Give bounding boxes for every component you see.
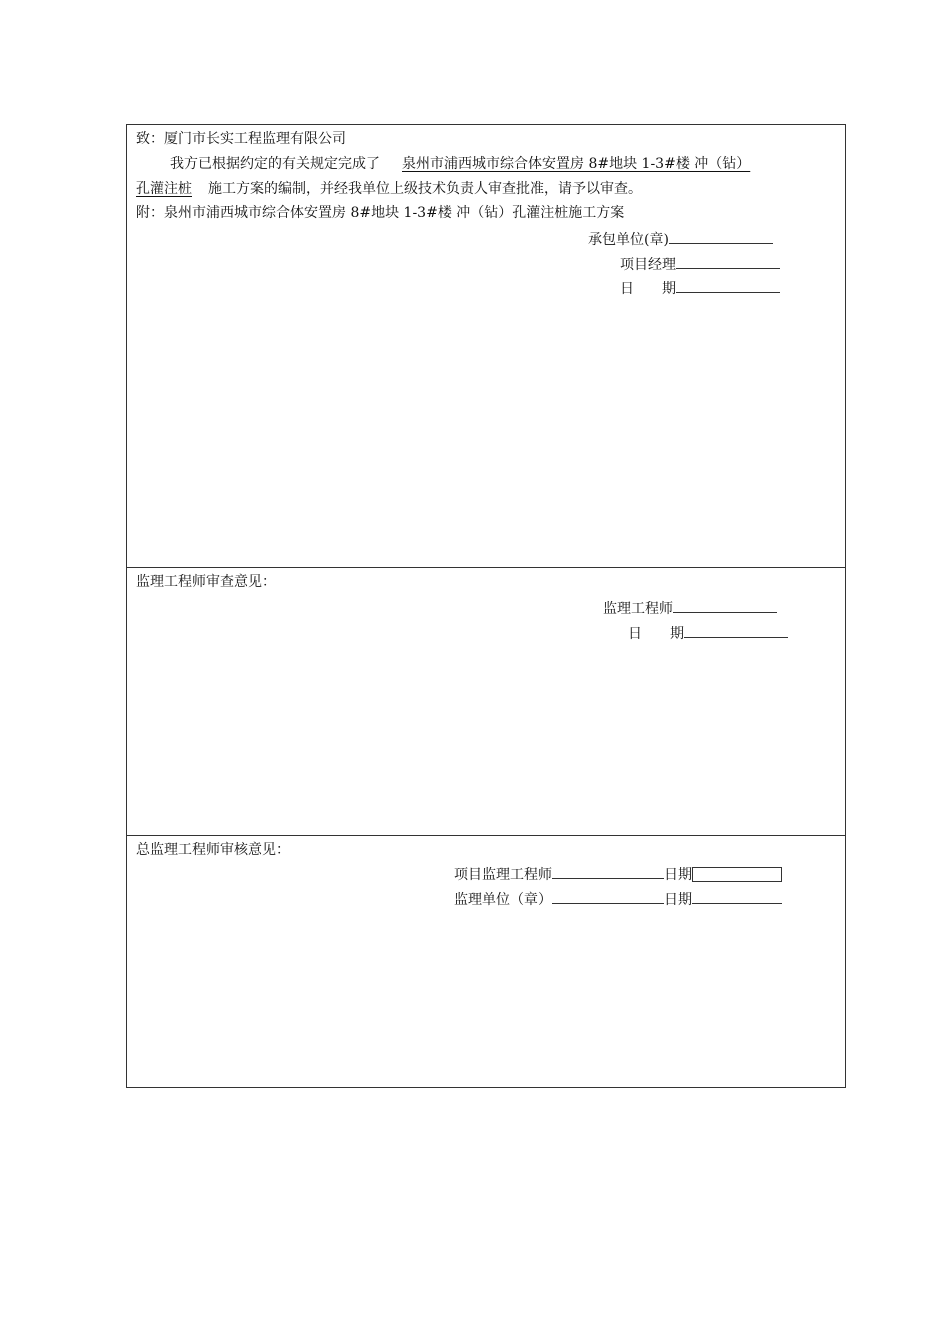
contractor-seal-field[interactable]: [669, 229, 773, 244]
manager-line: [620, 254, 780, 274]
engineer-signature-field[interactable]: [673, 598, 777, 613]
engineer-review-section: [127, 568, 845, 836]
project-engineer-signature-field[interactable]: [552, 864, 664, 879]
contractor-label: 承包单位(章): [588, 232, 669, 248]
engineer-label: 监理工程师: [603, 601, 673, 617]
chief-engineer-review-section: [127, 836, 845, 1087]
project-engineer-label: 项目监理工程师: [454, 867, 552, 883]
date-field-1[interactable]: [692, 867, 782, 882]
body-line-2: [136, 180, 642, 198]
engineer-signature-line: [603, 598, 777, 618]
project-engineer-line: [454, 864, 782, 884]
contractor-submission-section: [127, 125, 845, 568]
attachment-label: 附：: [136, 205, 164, 221]
date-field[interactable]: [676, 278, 780, 293]
date-label: 日 期: [620, 281, 676, 297]
to-label: 致：: [136, 131, 164, 147]
engineer-review-heading: 监理工程师审查意见：: [136, 574, 276, 590]
date-field-2[interactable]: [692, 889, 782, 904]
date-line-1: [620, 278, 780, 298]
attachment-line: [136, 204, 624, 222]
manager-signature-field[interactable]: [676, 254, 780, 269]
project-name-field[interactable]: 泉州市浦西城市综合体安置房 8#地块 1-3#楼 冲（钻）: [402, 156, 751, 172]
date-label-2: 日期: [664, 892, 692, 908]
supervision-unit-label: 监理单位（章）: [454, 892, 552, 908]
attachment-text: 泉州市浦西城市综合体安置房 8#地块 1-3#楼 冲（钻）孔灌注桩施工方案: [164, 205, 625, 221]
addressee-line: [136, 130, 346, 148]
contractor-seal-line: [588, 229, 773, 249]
project-name-field-cont[interactable]: 孔灌注桩: [136, 181, 192, 197]
engineer-date-line: [628, 623, 788, 643]
body-prefix: 我方已根据约定的有关规定完成了: [170, 156, 380, 172]
manager-label: 项目经理: [620, 257, 676, 273]
engineer-date-field[interactable]: [684, 623, 788, 638]
addressee-company: 厦门市长实工程监理有限公司: [164, 131, 346, 147]
supervision-unit-line: [454, 889, 782, 909]
body-line-1: [170, 155, 750, 173]
date-label-1: 日期: [664, 867, 692, 883]
submission-form: [126, 124, 846, 1088]
chief-review-heading: 总监理工程师审核意见：: [136, 842, 290, 858]
supervision-unit-seal-field[interactable]: [552, 889, 664, 904]
body-suffix: 施工方案的编制，并经我单位上级技术负责人审查批准，请予以审查。: [208, 181, 642, 197]
engineer-date-label: 日 期: [628, 626, 684, 642]
